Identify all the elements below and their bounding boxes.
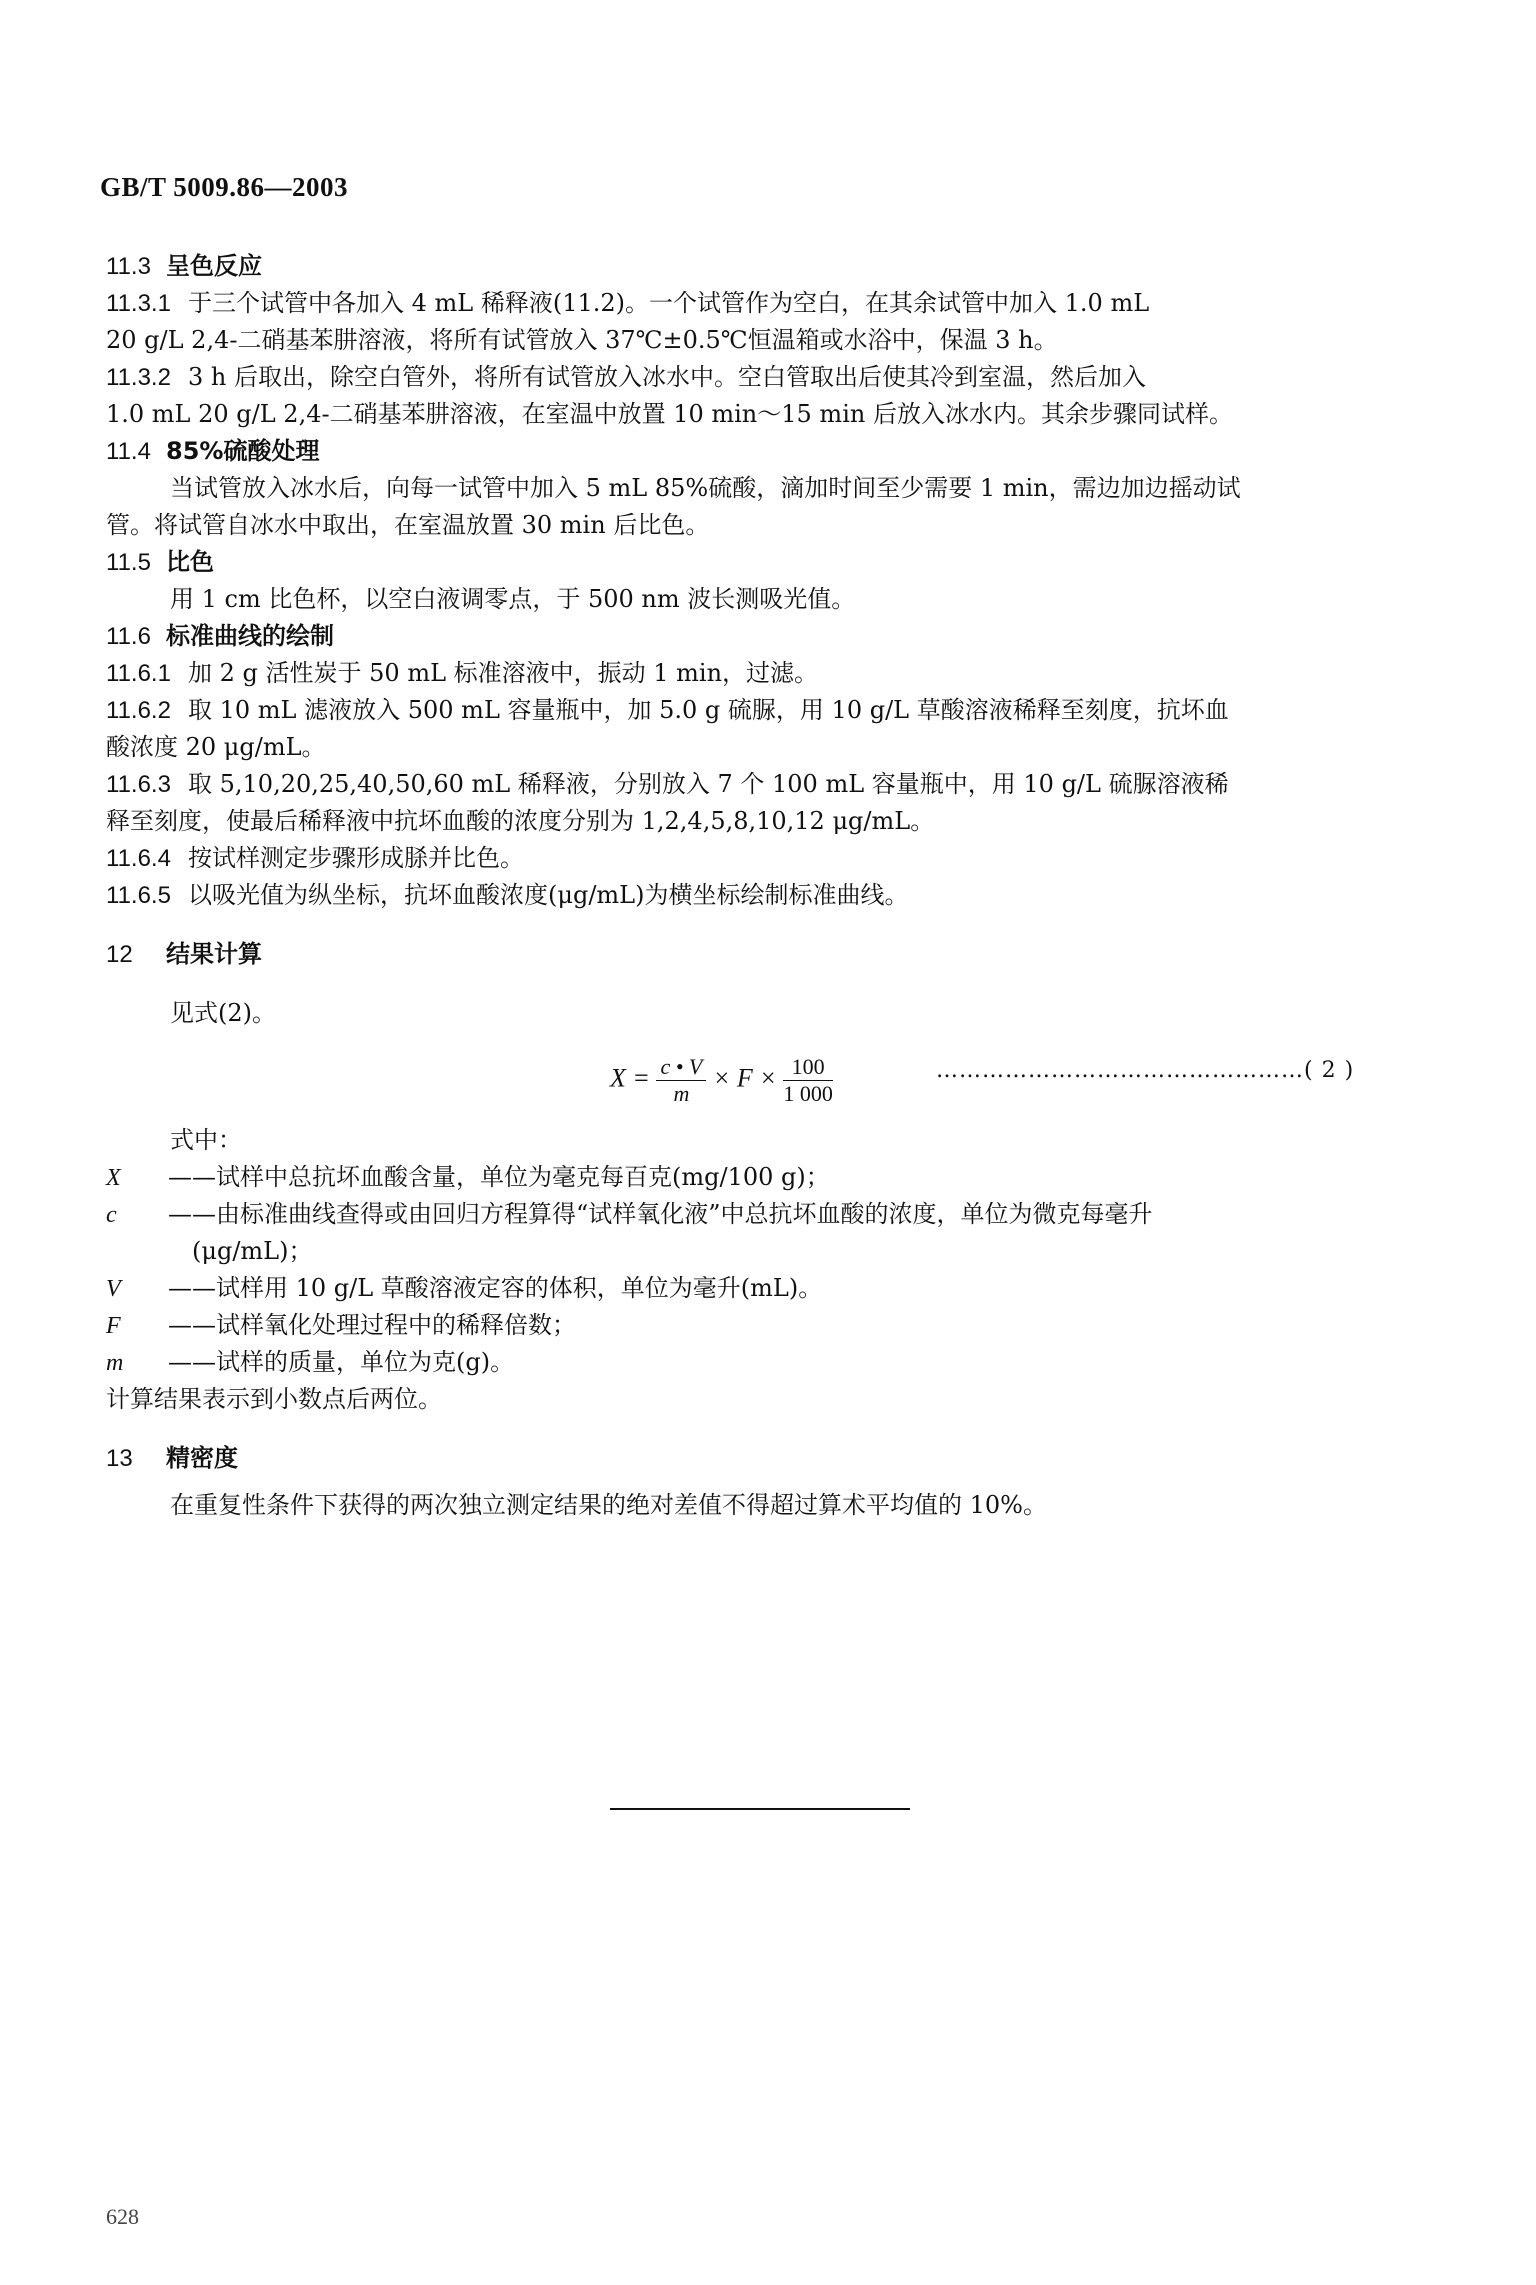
section-11-3-heading: 11.3 呈色反应 — [106, 252, 262, 280]
section-11-5-text: 用 1 cm 比色杯，以空白液调零点，于 500 nm 波长测吸光值。 — [170, 585, 856, 613]
formula-fraction-100-1000: $\frac{100}{1 000}$ — [783, 1054, 833, 1106]
formula-label: ( 2 ) — [1304, 1058, 1355, 1083]
document-body — [106, 248, 1416, 1524]
section-11-6-1: 11.6.1 加 2 g 活性炭于 50 mL 标准溶液中，振动 1 min，过滤。 — [106, 659, 819, 687]
legend-item-c: c ——由标准曲线查得或由回归方程算得“试样氧化液”中总抗坏血酸的浓度，单位为微克每毫升 — [106, 1200, 1153, 1228]
formula-leader-dots: ………………………………………… — [936, 1058, 1304, 1083]
section-11-4-heading: 11.4 85%硫酸处理 — [106, 437, 320, 465]
standard-code: GB/T 5009.86—2003 — [100, 172, 349, 202]
section-11-3-1-cont: 20 g/L 2,4-二硝基苯肼溶液，将所有试管放入 37℃±0.5℃恒温箱或水浴中，保温 3 h。 — [106, 326, 1058, 354]
section-11-3-2-cont: 1.0 mL 20 g/L 2,4-二硝基苯肼溶液，在室温中放置 10 min～15 min 后放入冰水内。其余步骤同试样。 — [106, 400, 1233, 428]
section-11-6-4: 11.6.4 按试样测定步骤形成脎并比色。 — [106, 844, 524, 872]
formula-fraction-cv-m: $\frac{c • V}{m}$ — [656, 1054, 706, 1107]
legend-item-c-cont: (μg/mL)； — [192, 1237, 313, 1265]
formula-middle: × F × — [712, 1063, 777, 1093]
legend-item-f: F ——试样氧化处理过程中的稀释倍数； — [106, 1311, 576, 1339]
legend-intro: 式中： — [170, 1126, 242, 1154]
section-11-6-heading: 11.6 标准曲线的绘制 — [106, 622, 334, 650]
legend-item-x: X ——试样中总抗坏血酸含量，单位为毫克每百克(mg/100 g)； — [106, 1163, 830, 1191]
section-11-6-2: 11.6.2 取 10 mL 滤液放入 500 mL 容量瓶中，加 5.0 g 硫脲，用 10 g/L 草酸溶液稀释至刻度，抗坏血 — [106, 696, 1229, 724]
section-11-4-text: 当试管放入冰水后，向每一试管中加入 5 mL 85%硫酸，滴加时间至少需要 1 min，需边加边摇动试 — [170, 474, 1241, 502]
page-number: 628 — [106, 2204, 139, 2229]
section-13-text: 在重复性条件下获得的两次独立测定结果的绝对差值不得超过算术平均值的 10%。 — [170, 1491, 1047, 1519]
section-11-6-3: 11.6.3 取 5,10,20,25,40,50,60 mL 稀释液，分别放入 7 个 100 mL 容量瓶中，用 10 g/L 硫脲溶液稀 — [106, 770, 1229, 798]
section-11-4-cont: 管。将试管自冰水中取出，在室温放置 30 min 后比色。 — [106, 511, 710, 539]
section-12-heading: 12 结果计算 — [106, 940, 262, 968]
legend-item-v: V ——试样用 10 g/L 草酸溶液定容的体积，单位为毫升(mL)。 — [106, 1274, 823, 1302]
section-11-6-3-cont: 释至刻度，使最后稀释液中抗坏血酸的浓度分别为 1,2,4,5,8,10,12 μg/mL。 — [106, 807, 935, 835]
section-11-5-heading: 11.5 比色 — [106, 548, 214, 576]
formula-reference: 见式(2)。 — [170, 999, 276, 1027]
legend-item-m: m ——试样的质量，单位为克(g)。 — [106, 1348, 515, 1376]
formula-2 — [106, 1032, 1416, 1122]
formula-lhs: X = — [610, 1063, 650, 1093]
section-13-heading: 13 精密度 — [106, 1444, 238, 1472]
section-11-6-5: 11.6.5 以吸光值为纵坐标，抗坏血酸浓度(μg/mL)为横坐标绘制标准曲线。 — [106, 881, 909, 909]
section-11-3-2: 11.3.2 3 h 后取出，除空白管外，将所有试管放入冰水中。空白管取出后使其冷到室温，然后加入 — [106, 363, 1146, 391]
legend-note: 计算结果表示到小数点后两位。 — [106, 1385, 442, 1413]
section-11-3-1: 11.3.1 于三个试管中各加入 4 mL 稀释液(11.2)。一个试管作为空白，在其余试管中加入 1.0 mL — [106, 289, 1150, 317]
section-11-6-2-cont: 酸浓度 20 μg/mL。 — [106, 733, 326, 761]
end-rule — [610, 1808, 910, 1810]
